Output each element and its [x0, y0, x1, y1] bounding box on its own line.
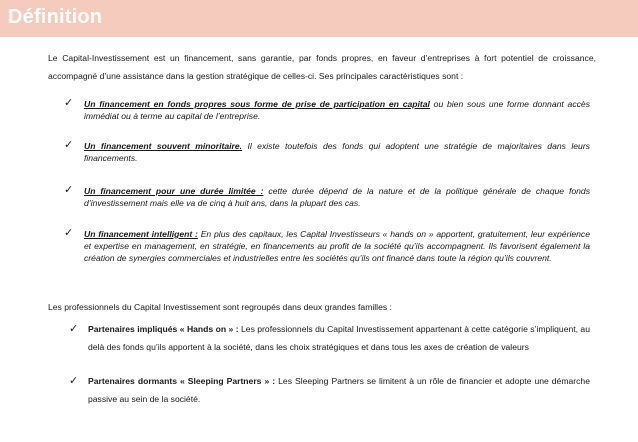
checkmark-icon: ✓ — [64, 227, 74, 239]
bullet-text: En plus des capitaux, les Capital Investisseurs « hands on » apportent, gratuitement, leur expérience et expertise en management, en stratégie, en financements au profit de la société qu’ils accompagnent. Ils favorisent également la création de synergies commerciales et industrielles entre les sociétés qu’ils ont financé dans toute la région qu’ils couvrent. — [84, 229, 590, 263]
bullet-item — [84, 98, 590, 122]
bullet-text: Il existe toutefois des fonds qui adoptent une stratégie de majoritaires dans leurs financements. — [84, 141, 590, 163]
family-item — [88, 320, 590, 356]
title-bar — [0, 0, 638, 37]
family-lead: Partenaires dormants « Sleeping Partners » : — [88, 376, 276, 386]
bullet-item — [84, 185, 590, 209]
bullet-item — [84, 140, 590, 164]
checkmark-icon: ✓ — [64, 139, 74, 151]
checkmark-icon: ✓ — [64, 97, 74, 109]
families-intro: Les professionnels du Capital Investissement sont regroupés dans deux grandes familles : — [48, 302, 392, 312]
bullet-lead: Un financement intelligent : — [84, 229, 198, 239]
family-text: Les Sleeping Partners se limitent à un rôle de financier et adopte une démarche passive au sein de la société. — [88, 376, 590, 404]
bullet-lead: Un financement souvent minoritaire. — [84, 141, 243, 151]
family-item — [88, 372, 590, 408]
bullet-text: cette durée dépend de la nature et de la politique générale de chaque fonds d’investissement mais elle va de cinq à huit ans, dans la plupart des cas. — [84, 186, 590, 208]
checkmark-icon: ✓ — [69, 375, 79, 387]
page-title: Définition — [8, 6, 103, 28]
bullet-lead: Un financement pour une durée limitée : — [84, 186, 264, 196]
checkmark-icon: ✓ — [64, 184, 74, 196]
intro-paragraph: Le Capital-Investissement est un financement, sans garantie, par fonds propres, en faveur d’entreprises à fort potentiel de croissance, accompagné d’une assistance dans la gestion stratégique de celles-ci. Ses principales caractéristiques sont : — [48, 53, 596, 81]
bullet-lead: Un financement en fonds propres sous forme de prise de participation en capital — [84, 99, 430, 109]
checkmark-icon: ✓ — [69, 323, 79, 335]
family-text: Les professionnels du Capital Investissement appartenant à cette catégorie s’impliquent, au delà des fonds qu’ils apportent à la société, dans les choix stratégiques et dans tous les axes de création de valeurs — [88, 324, 590, 352]
bullet-item — [84, 228, 590, 264]
family-lead: Partenaires impliqués « Hands on » : — [88, 324, 239, 334]
bullet-text: ou bien sous une forme donnant accès immédiat ou à terme au capital de l’entreprise. — [84, 99, 590, 121]
